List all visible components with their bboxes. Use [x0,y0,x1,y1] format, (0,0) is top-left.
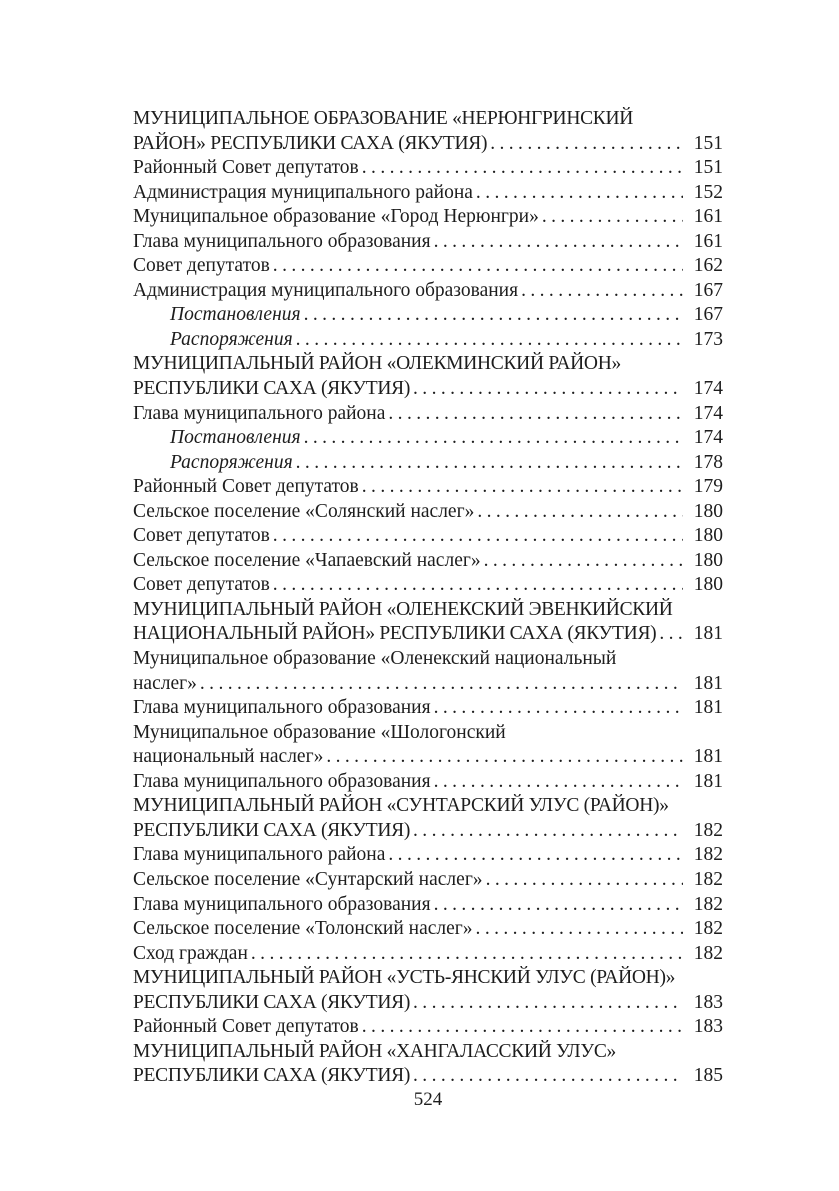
toc-entry-text: Совет депутатов [133,525,270,547]
toc-entry-text: Администрация муниципального образования [133,279,519,301]
dot-leader [413,991,683,1016]
toc-entry-text: Сельское поселение «Чапаевский наслег» [133,549,481,571]
toc-entry-line [133,917,723,942]
toc-entry [133,156,723,181]
toc-entry-text: Глава муниципального образования [133,770,431,792]
toc-entry-line [133,230,723,255]
toc-entry-text: Муниципальное образование «Город Нерюнгри» [133,206,539,228]
toc-page-number: 167 [693,279,723,301]
toc-entry [133,794,723,843]
dot-leader [296,328,683,353]
toc-entry-line [133,770,723,795]
toc-page-number: 183 [693,1016,723,1038]
toc-entry-line [133,156,723,181]
toc-entry [133,966,723,1015]
dot-leader [434,893,683,918]
toc-page-number: 173 [693,328,723,350]
toc-entry [133,647,723,696]
toc-entry-line [133,352,723,377]
toc-entry-text: Распоряжения [170,328,293,350]
toc-entry-text: МУНИЦИПАЛЬНОЕ ОБРАЗОВАНИЕ «НЕРЮНГРИНСКИЙ [133,108,634,129]
toc-page-number: 178 [693,451,723,473]
toc-entry-text: Районный Совет депутатов [133,1016,359,1038]
toc-entry-text: РЕСПУБЛИКИ САХА (ЯКУТИЯ) [133,819,411,841]
dot-leader [434,696,683,721]
toc-entry-line [133,205,723,230]
toc-entry [133,549,723,574]
toc-entry-text: Глава муниципального образования [133,893,431,915]
toc-entry [133,107,723,156]
toc-entry [133,426,723,451]
page-footer-number: 524 [413,1089,443,1110]
toc-entry-line [133,107,723,132]
dot-leader [486,868,683,893]
toc-entry [133,205,723,230]
dot-leader [273,573,683,598]
toc-entry-line [133,524,723,549]
toc-entry-line [133,303,723,328]
toc-page-number: 152 [693,181,723,203]
dot-leader [251,942,683,967]
toc-entry [133,230,723,255]
dot-leader [434,770,683,795]
toc-entry-line [133,942,723,967]
toc-page-number: 161 [693,230,723,252]
toc-entry [133,770,723,795]
dot-leader [434,230,683,255]
toc-entry-line [133,475,723,500]
dot-leader [413,1064,683,1089]
toc-entry [133,181,723,206]
toc-entry-text: Глава муниципального образования [133,697,431,719]
toc-entry-text: РАЙОН» РЕСПУБЛИКИ САХА (ЯКУТИЯ) [133,132,488,154]
toc-page-number: 180 [693,500,723,522]
dot-leader [388,402,683,427]
toc-entry-line [133,647,723,672]
toc-entry-text: Муниципальное образование «Оленекский национальный [133,648,617,670]
toc-entry-text: РЕСПУБЛИКИ САХА (ЯКУТИЯ) [133,378,411,400]
dot-leader [477,500,683,525]
toc-entry-line [133,672,723,697]
toc-page-number: 174 [693,402,723,424]
toc-entry-text: Сельское поселение «Сунтарский наслег» [133,868,483,890]
toc-entry-text: Сельское поселение «Солянский наслег» [133,500,475,522]
toc-entry-line [133,893,723,918]
toc-entry-line [133,745,723,770]
toc-page-number: 181 [693,746,723,768]
toc-entry [133,696,723,721]
dot-leader [413,377,683,402]
toc-entry [133,500,723,525]
toc-entry-line [133,1040,723,1065]
dot-leader [413,819,683,844]
toc-entry [133,328,723,353]
toc-entry-text: Сход граждан [133,942,248,964]
toc-entry-text: Совет депутатов [133,574,270,596]
toc-entry-text: МУНИЦИПАЛЬНЫЙ РАЙОН «УСТЬ-ЯНСКИЙ УЛУС (РАЙОН)» [133,967,676,989]
toc-entry-text: МУНИЦИПАЛЬНЫЙ РАЙОН «ОЛЕНЕКСКИЙ ЭВЕНКИЙСКИЙ [133,598,673,620]
toc-page-number: 151 [693,157,723,179]
toc-entry [133,524,723,549]
dot-leader [273,524,683,549]
toc-entry-line [133,1015,723,1040]
toc-page-number: 181 [693,770,723,792]
toc-entry-text: национальный наслег» [133,746,324,768]
toc-page-number: 181 [693,672,723,694]
toc-entry-text: Муниципальное образование «Шологонский [133,721,506,743]
toc-entry-text: наслег» [133,672,197,694]
toc-entry-line [133,254,723,279]
toc-entry-text: МУНИЦИПАЛЬНЫЙ РАЙОН «ОЛЕКМИНСКИЙ РАЙОН» [133,353,621,375]
toc-page-number: 180 [693,574,723,596]
dot-leader [476,181,683,206]
toc-page-number: 180 [693,525,723,547]
toc-page-number: 182 [693,893,723,915]
dot-leader [296,451,683,476]
toc-page-number: 182 [693,844,723,866]
toc-entry [133,573,723,598]
toc-entry [133,598,723,647]
toc-entry-line [133,794,723,819]
toc-page-number: 162 [693,255,723,277]
toc-page-number: 180 [693,549,723,571]
toc-entry-line [133,500,723,525]
dot-leader [490,132,683,157]
toc-entry [133,352,723,401]
toc-entry-line [133,402,723,427]
toc-page-number: 161 [693,206,723,228]
toc-entry-line [133,279,723,304]
dot-leader [326,745,683,770]
toc-entry [133,721,723,770]
toc-entry-line [133,549,723,574]
toc-page-number: 181 [693,697,723,719]
toc-entry-text: Постановления [170,304,301,326]
toc-entry-text: Администрация муниципального района [133,181,473,203]
dot-leader [273,254,683,279]
toc-entry [133,868,723,893]
toc-entry-text: МУНИЦИПАЛЬНЫЙ РАЙОН «СУНТАРСКИЙ УЛУС (РАЙОН)» [133,795,669,817]
dot-leader [542,205,683,230]
dot-leader [484,549,683,574]
dot-leader [304,426,683,451]
toc-entry-line [133,598,723,623]
toc-entry [133,843,723,868]
toc-entry-text: МУНИЦИПАЛЬНЫЙ РАЙОН «ХАНГАЛАССКИЙ УЛУС» [133,1040,616,1062]
toc-entry-line [133,696,723,721]
toc-entry-text: Глава муниципального образования [133,230,431,252]
toc-page-number: 185 [693,1065,723,1087]
toc-entry-line [133,181,723,206]
dot-leader [362,156,683,181]
toc-page-number: 181 [693,623,723,645]
toc-entry-line [133,622,723,647]
toc-entry-line [133,868,723,893]
toc-entry [133,451,723,476]
toc-entry-line [133,132,723,157]
toc-entry-text: Районный Совет депутатов [133,157,359,179]
toc-page-number: 182 [693,868,723,890]
toc-entry [133,1040,723,1089]
dot-leader [659,622,683,647]
toc-entry-line [133,426,723,451]
toc-entry [133,402,723,427]
toc-entry-text: Глава муниципального района [133,844,386,866]
toc-entry-line [133,377,723,402]
toc-entry-text: Сельское поселение «Толонский наслег» [133,918,473,940]
toc-entry [133,254,723,279]
toc-entry-text: Постановления [170,427,301,449]
toc-entry [133,279,723,304]
toc-entry [133,1015,723,1040]
toc-entry-line [133,966,723,991]
toc-page-number: 182 [693,819,723,841]
toc-entry-line [133,1064,723,1089]
toc-entry-text: НАЦИОНАЛЬНЫЙ РАЙОН» РЕСПУБЛИКИ САХА (ЯКУТИЯ) [133,623,657,645]
toc-entry [133,303,723,328]
page-footer [133,1089,723,1111]
dot-leader [521,279,683,304]
dot-leader [362,475,683,500]
toc-page-number: 183 [693,991,723,1013]
toc-list [133,107,723,1089]
toc-entry-text: РЕСПУБЛИКИ САХА (ЯКУТИЯ) [133,1065,411,1087]
toc-entry-line [133,328,723,353]
toc-page-number: 167 [693,304,723,326]
toc-page-number: 182 [693,942,723,964]
toc-entry-line [133,721,723,746]
dot-leader [476,917,683,942]
dot-leader [200,672,683,697]
toc-entry [133,893,723,918]
toc-entry-line [133,451,723,476]
toc-page-number: 174 [693,378,723,400]
toc-page-number: 174 [693,427,723,449]
toc-entry-text: Распоряжения [170,451,293,473]
toc-entry-line [133,843,723,868]
dot-leader [388,843,683,868]
toc-entry [133,917,723,942]
dot-leader [304,303,683,328]
toc-entry [133,475,723,500]
toc-entry-text: РЕСПУБЛИКИ САХА (ЯКУТИЯ) [133,991,411,1013]
toc-entry-line [133,991,723,1016]
toc-page-number: 182 [693,918,723,940]
toc-page-number: 179 [693,476,723,498]
toc-entry-line [133,819,723,844]
toc-page-number: 151 [693,132,723,154]
toc-entry-line [133,573,723,598]
toc-entry-text: Районный Совет депутатов [133,476,359,498]
toc-entry [133,942,723,967]
toc-entry-text: Глава муниципального района [133,402,386,424]
toc-entry-text: Совет депутатов [133,255,270,277]
dot-leader [362,1015,683,1040]
